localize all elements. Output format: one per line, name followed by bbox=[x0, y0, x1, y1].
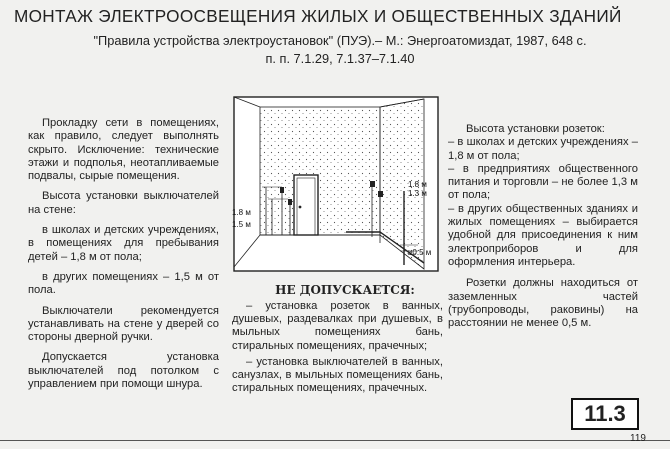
left-paragraph: Допускается установка выключателей под потолком с управлением при помощи шнура. bbox=[28, 351, 219, 391]
switch-icon bbox=[280, 187, 284, 193]
door-handle bbox=[299, 206, 302, 209]
right-item: – в других общественных зданиях и жилых помещениях – выбирается удобной для присоединения к ним электроприборов и для оформления интерьера. bbox=[448, 202, 638, 268]
section-number-badge: 11.3 bbox=[571, 398, 639, 430]
left-paragraph: в других помещениях – 1,5 м от пола. bbox=[28, 270, 219, 297]
dimension-label: 1.8 м bbox=[408, 180, 427, 189]
source-reference bbox=[20, 32, 660, 68]
page-number: 119 bbox=[630, 433, 646, 444]
back-wall bbox=[260, 107, 380, 235]
source-line-1: "Правила устройства электроустановок" (ПУЭ).– М.: Энергоатомиздат, 1987, 648 с. bbox=[93, 33, 587, 48]
dimension-label: 1.8 м bbox=[232, 208, 251, 217]
source-line-2: п. п. 7.1.29, 7.1.37–7.1.40 bbox=[265, 51, 415, 66]
left-paragraph: Высота установки выключателей на стене: bbox=[28, 190, 219, 216]
page-title: МОНТАЖ ЭЛЕКТРООСВЕЩЕНИЯ ЖИЛЫХ И ОБЩЕСТВЕННЫХ ЗДАНИЙ bbox=[14, 6, 622, 26]
right-heading: Высота установки розеток: bbox=[466, 123, 605, 135]
right-note: Розетки должны находиться от заземленных частей (трубопроводы, раковины) на расстоянии не менее 0,5 м. bbox=[448, 277, 638, 330]
dimension-label: ≥0.5 м bbox=[408, 248, 432, 257]
warning-title: НЕ ДОПУСКАЕТСЯ: bbox=[275, 283, 415, 297]
left-paragraph: Прокладку сети в помещениях, как правило, следует выполнять скрыто. Исключение: технические этажи и подполья, неотапливаемые подвалы, сырые помещения. bbox=[28, 117, 219, 183]
left-column bbox=[28, 117, 219, 398]
door bbox=[294, 175, 318, 235]
socket-icon bbox=[370, 181, 375, 187]
bottom-rule bbox=[0, 440, 670, 441]
dimension-label: 1.5 м bbox=[232, 220, 251, 229]
socket-icon bbox=[378, 191, 383, 197]
warning-item: – установка выключателей в ванных, санузлах, в мыльных помещениях бань, стиральных помещениях, прачечных. bbox=[232, 355, 443, 395]
switch-icon bbox=[288, 199, 292, 205]
dimension-label: 1.3 м bbox=[408, 189, 427, 198]
right-item: – в школах и детских учреждениях – 1,8 м от пола; bbox=[448, 136, 638, 162]
left-paragraph: Выключатели рекомендуется устанавливать на стене у дверей со стороны дверной ручки. bbox=[28, 304, 219, 344]
room-diagram bbox=[228, 95, 444, 275]
warning-block bbox=[232, 300, 443, 398]
left-paragraph: в школах и детских учреждениях, в помещениях для пребывания детей – 1,8 м от пола; bbox=[28, 224, 219, 263]
right-item: – в предприятиях общественного питания и торговли – не более 1,3 м от пола; bbox=[448, 162, 638, 202]
warning-item: – установка розеток в ванных, душевых, раздевалках при душевых, в мыльных помещениях бань, стиральных помещениях, прачечных; bbox=[232, 300, 443, 352]
right-column bbox=[448, 123, 638, 330]
